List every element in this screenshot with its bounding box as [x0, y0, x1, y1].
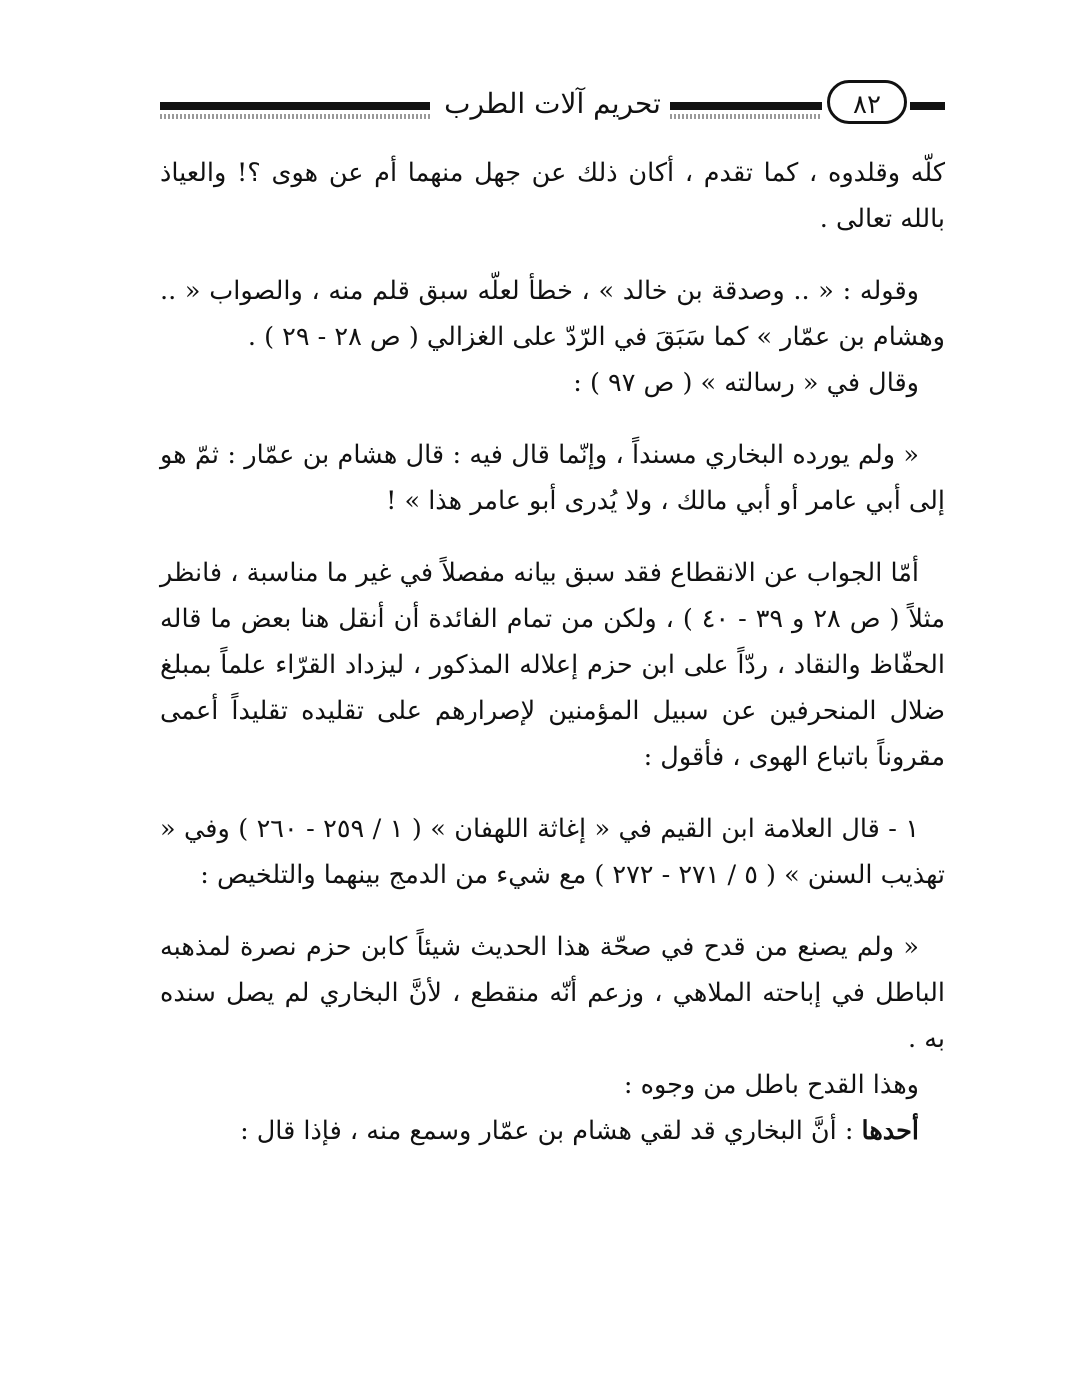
- header-rule-left-dotted: [160, 114, 430, 119]
- numbered-paragraph: ١ - قال العلامة ابن القيم في « إغاثة اللهفان » ( ١ / ٢٥٩ - ٢٦٠ ) وفي « تهذيب السنن » ( ٥ / ٢٧١ - ٢٧٢ ) مع شيء من الدمج بينهما والتلخيص :: [160, 814, 945, 890]
- last-line-text: : أنَّ البخاري قد لقي هشام بن عمّار وسمع منه ، فإذا قال :: [240, 1116, 862, 1146]
- paragraph: وهذا القدح باطل من وجوه :: [623, 1070, 919, 1100]
- page-header: [160, 78, 945, 134]
- paragraph: وقوله : « .. وصدقة بن خالد » ، خطأ لعلّه سبق قلم منه ، والصواب « .. وهشام بن عمّار » كما سَبَقَ في الرّدّ على الغزالي ( ص ٢٨ - ٢٩ ) .: [160, 276, 945, 352]
- header-rule-middle-dotted: [670, 114, 822, 119]
- bold-lead-word: أحدها: [861, 1116, 919, 1146]
- header-rule-right: [910, 102, 945, 110]
- paragraph: وقال في « رسالته » ( ص ٩٧ ) :: [573, 368, 919, 398]
- running-title: تحريم آلات الطرب: [444, 87, 661, 120]
- quote-paragraph: « ولم يصنع من قدح في صحّة هذا الحديث شيئاً كابن حزم نصرة لمذهبه الباطل في إباحته الملاهي ، وزعم أنّه منقطع ، لأنَّ البخاري لم يصل سنده به .: [160, 932, 945, 1054]
- body-text: [160, 150, 945, 1154]
- header-rule-middle: [670, 102, 822, 110]
- paragraph: أمّا الجواب عن الانقطاع فقد سبق بيانه مفصلاً في غير ما مناسبة ، فانظر مثلاً ( ص ٢٨ و ٣٩ - ٤٠ ) ، ولكن من تمام الفائدة أن أنقل هنا بعض ما قاله الحفّاظ والنقاد ، ردّاً على ابن حزم إعلاله المذكور ، ليزداد القرّاء علماً بمبلغ ضلال المنحرفين عن سبيل المؤمنين لإصرارهم على تقليده تقليداً أعمى مقروناً باتباع الهوى ، فأقول :: [160, 558, 945, 772]
- page-number: ٨٢: [827, 80, 907, 124]
- quote-paragraph: « ولم يورده البخاري مسنداً ، وإنّما قال فيه : قال هشام بن عمّار : ثمّ هو إلى أبي عامر أو أبي مالك ، ولا يُدرى أبو عامر هذا » !: [160, 440, 945, 516]
- header-rule-left: [160, 102, 430, 110]
- paragraph-last: [160, 1108, 945, 1154]
- paragraph: كلّه وقلدوه ، كما تقدم ، أكان ذلك عن جهل منهما أم عن هوى ؟! والعياذ بالله تعالى .: [160, 158, 945, 234]
